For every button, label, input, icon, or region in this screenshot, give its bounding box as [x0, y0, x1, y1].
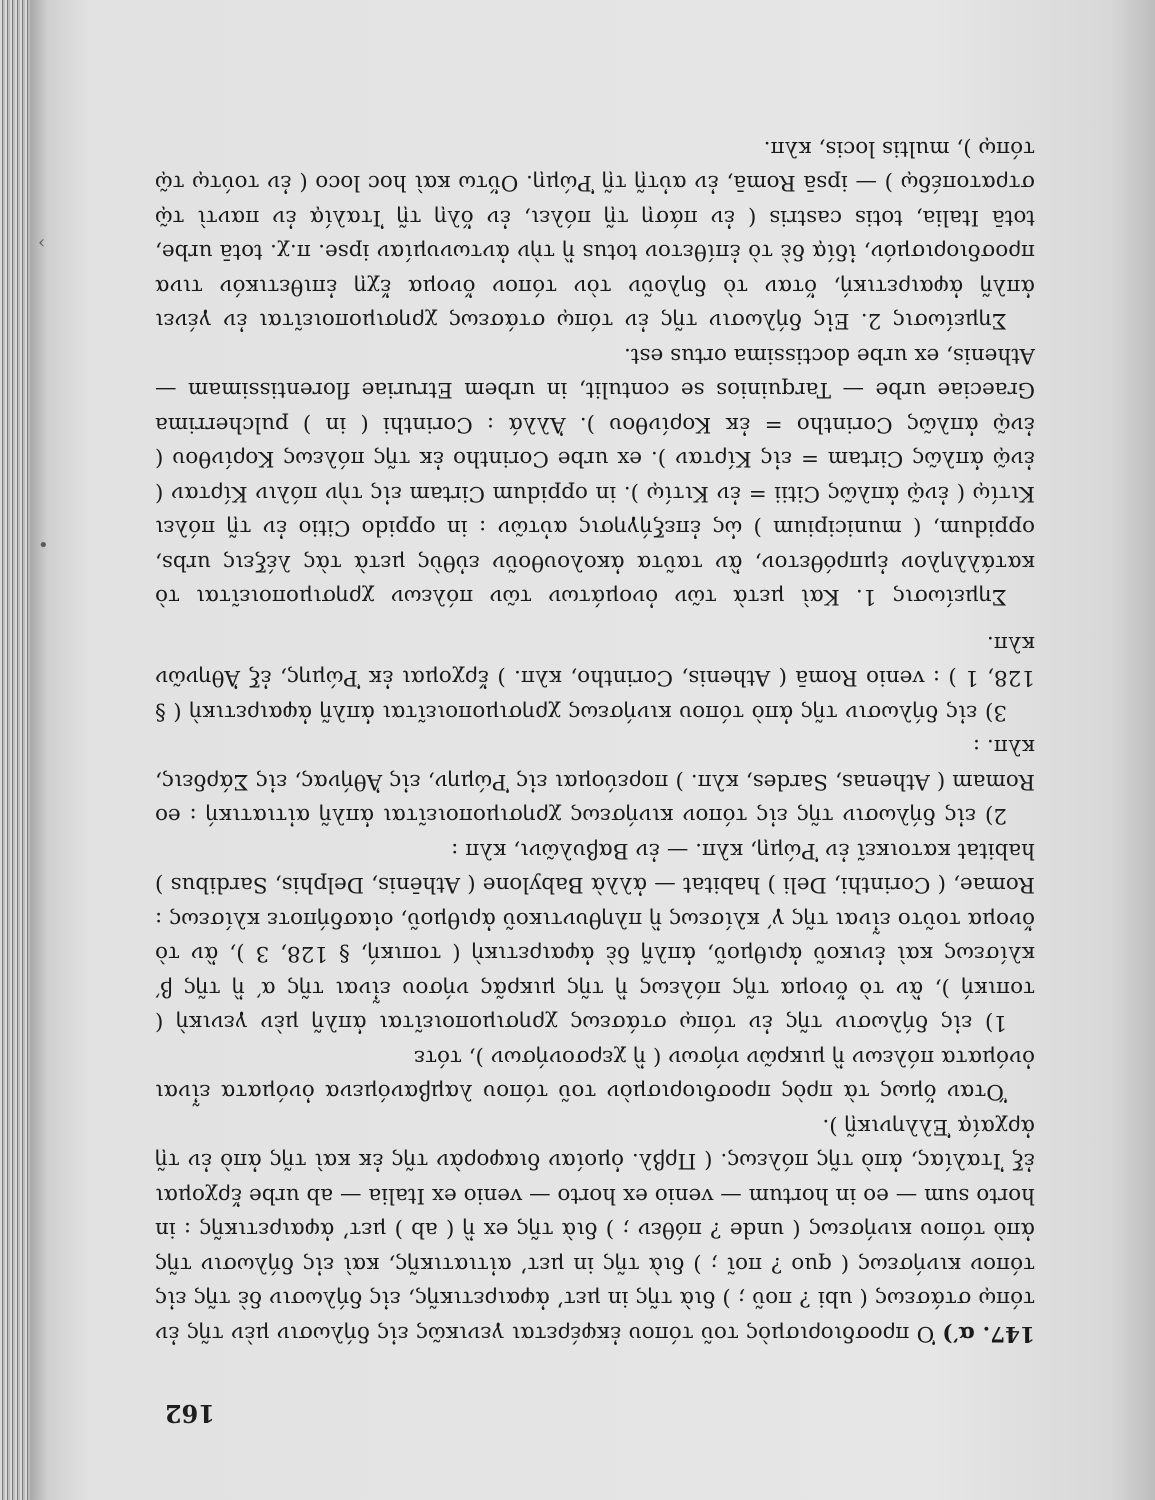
upside-down-content [30, 0, 1155, 1500]
margin-mark: • [38, 535, 49, 556]
note-paragraph: Σημείωσις 2. Εἰς δήλωσιν τῆς ἐν τόπῳ στάσεως χρησιμοποιεῖται ἐν γένει ἁπλῆ ἀφαιρετική, ὅταν τὸ δηλοῦν τὸν τόπον ὄνομα ἔχῃ ἐπιθετικόν τινα προσδιορισμόν, ἰδίᾳ δὲ τὸ ἐπίθετον totus ἢ τὴν ἀντωνυμίαν ipse. π.χ. totā urbe, totā Italia, totis castris ( ἐν πάσῃ τῇ πόλει, ἐν ὅλῃ τῇ Ἰταλίᾳ ἐν παντὶ τῷ στρατοπέδῳ ) — ipsā Romā, ἐν αὐτῇ τῇ Ῥώμῃ. Οὕτω καὶ hoc loco ( ἐν τούτῳ τῷ τόπῳ ), multis locis, κλπ. [155, 136, 1035, 334]
paragraph-text: Ὁ προσδιορισμὸς τοῦ τόπου ἐκφέρεται γενικῶς εἰς δήλωσιν μὲν τῆς ἐν τόπῳ στάσεως ( ubi ? ποῦ ; ) διὰ τῆς in μετ’ ἀφαιρετικῆς, εἰς δήλωσιν δὲ τῆς εἰς τόπον κινήσεως ( quo ? ποῖ ; ) διὰ τῆς in μετ’ αἰτιατικῆς, καὶ εἰς δήλωσιν τῆς ἀπὸ τόπου κινήσεως ( unde ? πόθεν ; ) διὰ τῆς ex ἢ ( ab ) μετ’ ἀφαιρετικῆς : in horto sum — eo in hortum — venio ex horto — venio ex Italia — ab urbe ἔρχομαι ἐξ Ἰταλίας, ἀπὸ τῆς πόλεως. ( Πρβλ. ὁμοίαν διαφορὰν τῆς ἐκ καὶ τῆς ἀπὸ ἐν τῇ ἀρχαίᾳ Ἑλληνικῇ ). [155, 1114, 1035, 1346]
paragraph: 3) εἰς δήλωσιν τῆς ἀπὸ τόπου κινήσεως χρησιμοποιεῖται ἁπλῆ ἀφαιρετικὴ ( § 128, 1 ) : venio Romā ( Athenis, Corintho, κλπ. ) ἔρχομαι ἐκ Ῥώμης, ἐξ Ἀθηνῶν κλπ. [155, 631, 1035, 725]
paragraph [155, 1109, 1035, 1351]
paragraph: Ὅταν ὅμως τὰ πρὸς προσδιορισμὸν τοῦ τόπου λαμβανόμενα ὀνόματα εἶναι ὀνόματα πόλεων ἢ μικρῶν νήσων ( ἢ χερσονήσων ), τότε [155, 1045, 1035, 1105]
note-paragraph: Σημείωσις 1. Καὶ μετὰ τῶν ὀνομάτων τῶν πόλεων χρησιμοποιεῖται τὸ κατάλληλον ἐμπρόθετον, ἂν ταῦτα ἀκολουθοῦν εὐθὺς μετὰ τὰς λέξεις urbs, oppidum, ( municipium ) ὡς ἐπεξήγησις αὐτῶν : in oppido Citio ἐν τῇ πόλει Κιτίῳ ( ἐνῷ ἁπλῶς Citii = ἐν Κιτίῳ ). in oppidum Cirtam εἰς τὴν πόλιν Κίρταν ( ἐνῷ ἁπλῶς Cirtam = εἰς Κίρταν ). ex urbe Corintho ἐκ τῆς πόλεως Κορίνθου ( ἐνῷ ἁπλῶς Corintho = ἐκ Κορίνθου ). Ἀλλά : Corinthi ( in ) pulcherrima Graeciae urbe — Tarquinios se contulit, in urbem Etruriae florentissimam — Athenis, ex urbe doctissima ortus est. [155, 343, 1035, 610]
body-text [155, 131, 1035, 1351]
paragraph: 2) εἰς δήλωσιν τῆς εἰς τόπον κινήσεως χρησιμοποιεῖται ἁπλῆ αἰτιατική : eo Romam ( Athenas, Sardes, κλπ. ) πορεύομαι εἰς Ῥώμην, εἰς Ἀθήνας, εἰς Σάρδεις, κλπ. : [155, 734, 1035, 829]
book-page [30, 0, 1155, 1500]
paragraph: 1) εἰς δήλωσιν τῆς ἐν τόπῳ στάσεως χρησιμοποιεῖται ἁπλῆ μὲν γενικὴ ( τοπική ), ἂν τὸ ὄνομα τῆς πόλεως ἢ τῆς μικρᾶς νήσου εἶναι τῆς α′ ἢ τῆς β′ κλίσεως καὶ ἑνικοῦ ἀριθμοῦ, ἁπλῆ δὲ ἀφαιρετικὴ ( τοπική, § 128, 3 ), ἂν τὸ ὄνομα τοῦτο εἶναι τῆς γ′ κλίσεως ἢ πληθυντικοῦ ἀριθμοῦ, οἱασδήποτε κλίσεως : Romae, ( Corinthi, Deli ) habitat — ἀλλὰ Babylone ( Athēnis, Delphis, Sardibus ) habitat κατοικεῖ ἐν Ῥώμῃ, κλπ. — ἐν Βαβυλῶνι, κλπ : [155, 838, 1035, 1036]
section-number: 147. α′) [942, 1321, 1035, 1346]
margin-mark: ‹ [38, 232, 46, 253]
page-stack-edge [0, 0, 30, 1500]
page-number: 162 [164, 1399, 215, 1428]
